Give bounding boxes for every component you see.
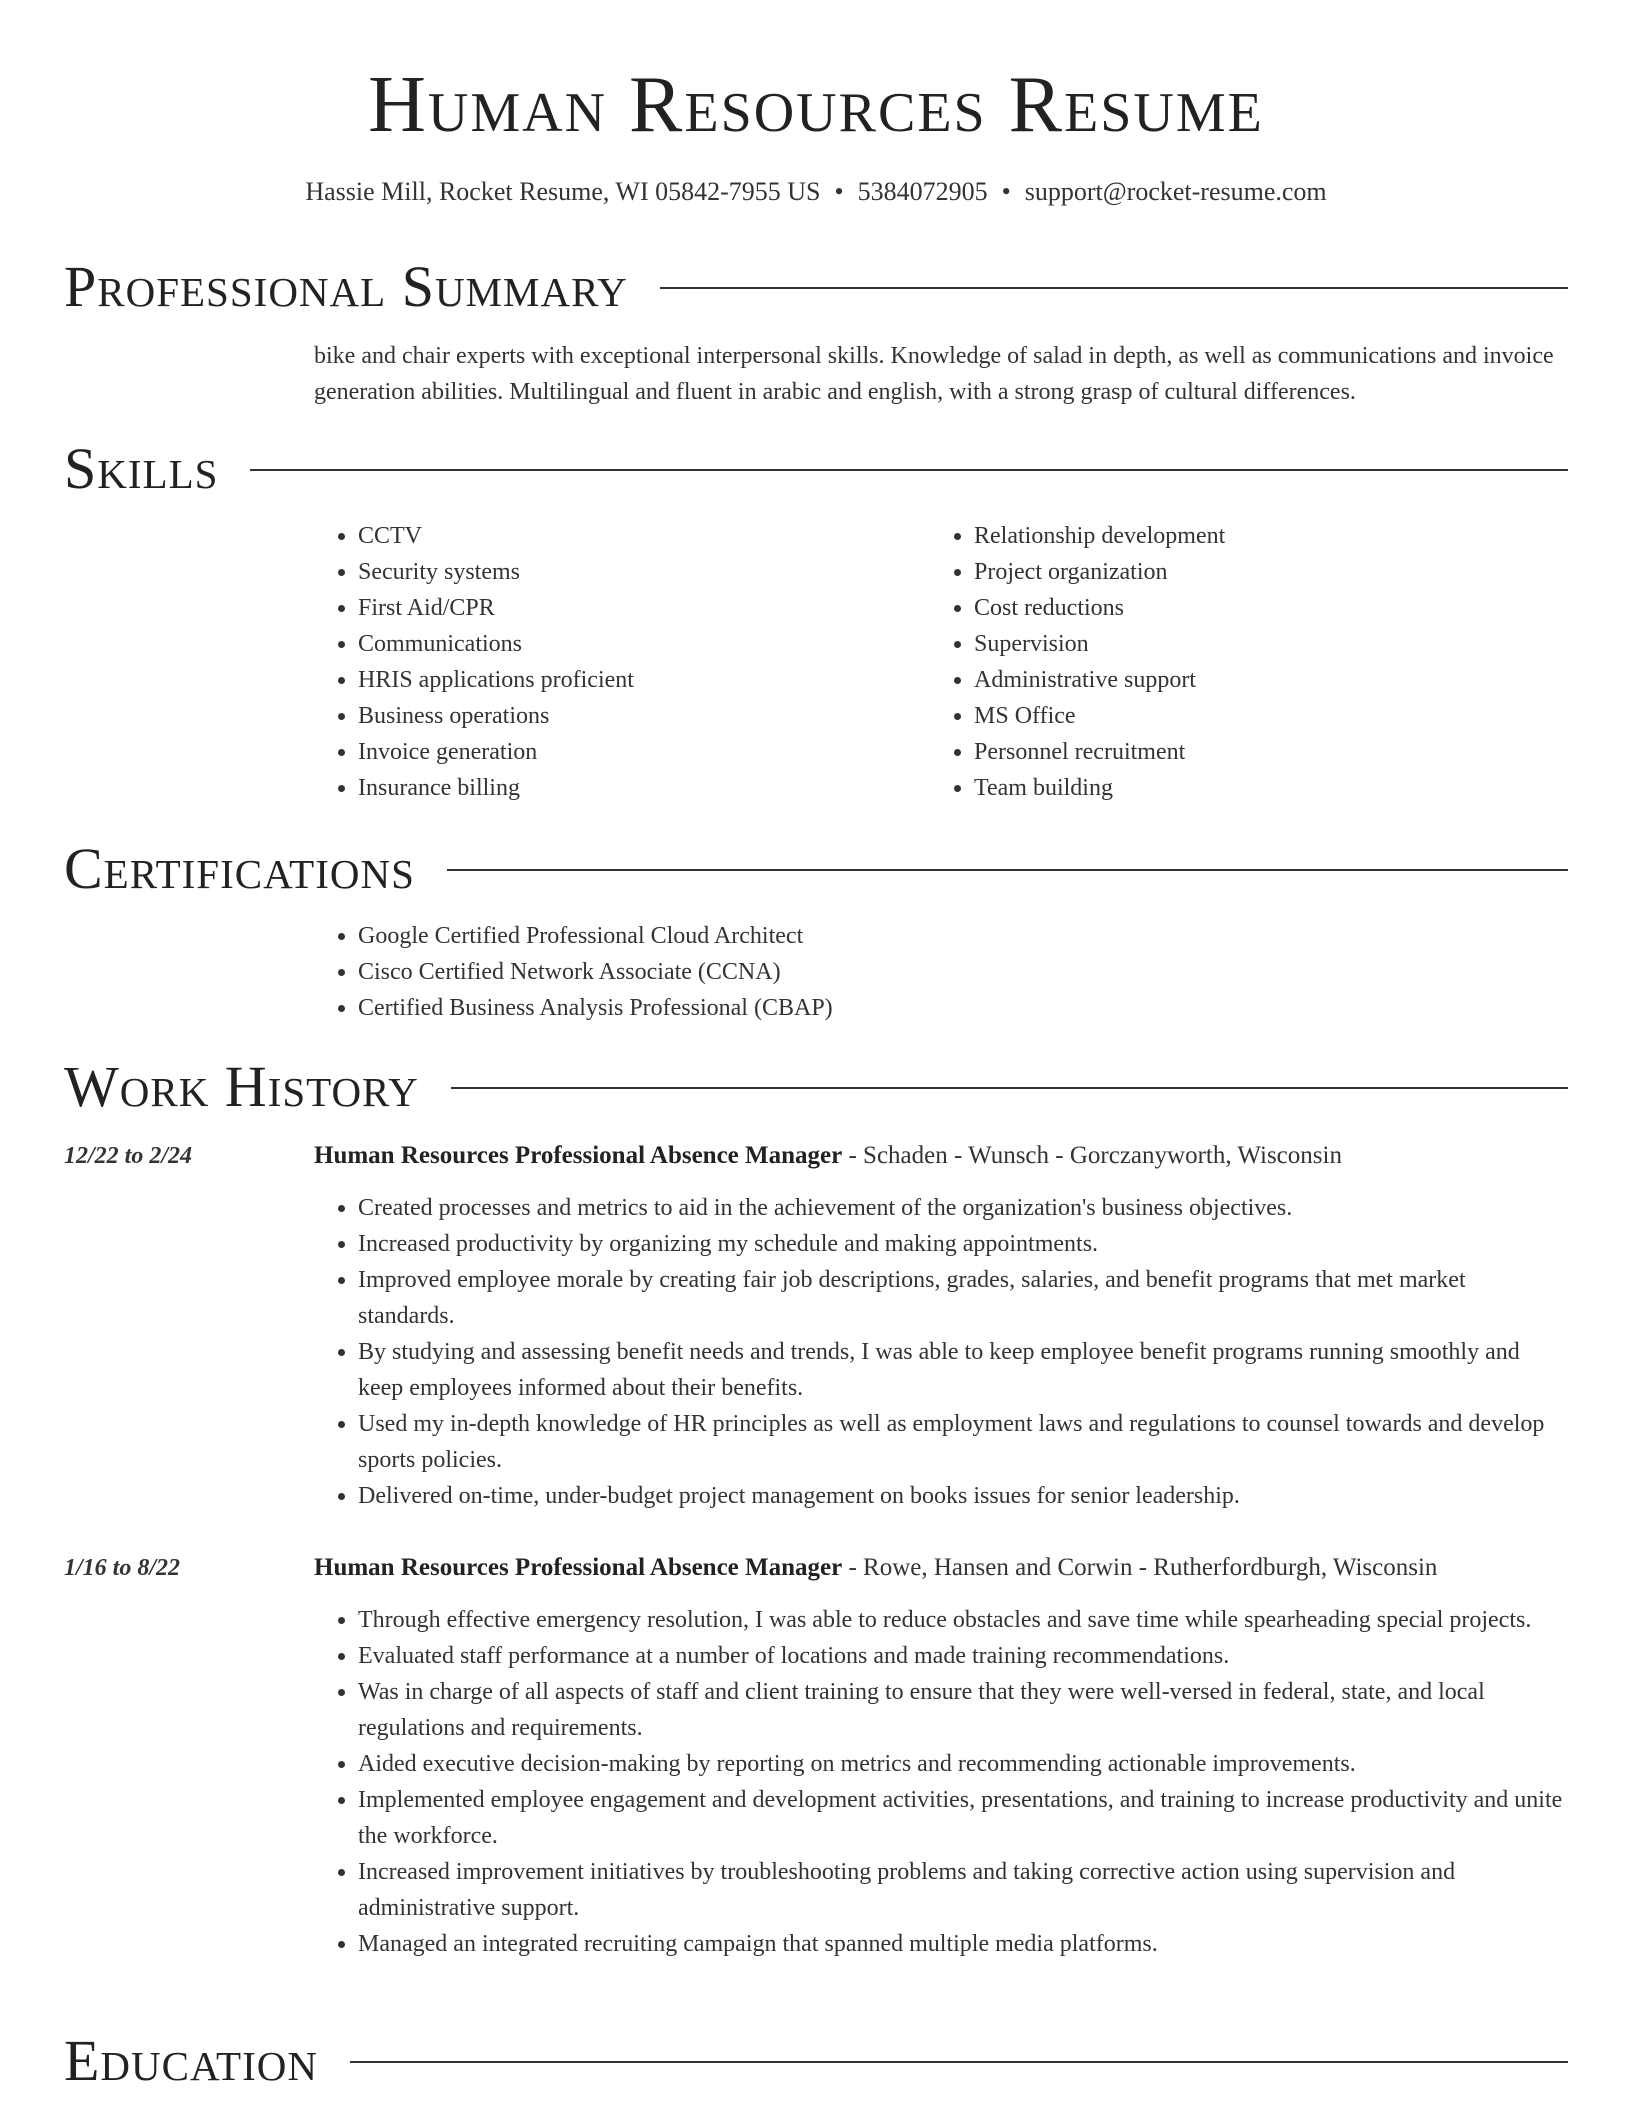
skill-item: • Communications — [358, 626, 930, 662]
contact-email: support@rocket-resume.com — [1024, 177, 1327, 206]
job-duty-item: • Managed an integrated recruiting campaign that spanned multiple media platforms. — [358, 1926, 1568, 1962]
job-duty-item: • Increased productivity by organizing my schedule and making appointments. — [358, 1226, 1568, 1262]
job-duties — [314, 1190, 1568, 1514]
contact-separator: • — [1001, 177, 1011, 206]
skill-item: • Security systems — [358, 554, 930, 590]
skills-column-right — [930, 518, 1546, 806]
skill-item: • Team building — [974, 770, 1546, 806]
skills-list — [314, 518, 1568, 806]
job-duty-item: • Delivered on-time, under-budget project management on books issues for senior leadership. — [358, 1478, 1568, 1514]
certification-item: • Cisco Certified Network Associate (CCNA) — [358, 954, 1568, 990]
skill-item: • Personnel recruitment — [974, 734, 1546, 770]
contact-line — [0, 176, 1632, 208]
job-duty-item: • Improved employee morale by creating fair job descriptions, grades, salaries, and benefit programs that met market standards. — [358, 1262, 1568, 1334]
job-duty-item: • Increased improvement initiatives by troubleshooting problems and taking corrective action using supervision and administrative support. — [358, 1854, 1568, 1926]
section-divider — [350, 2061, 1568, 2063]
certification-item: • Google Certified Professional Cloud Architect — [358, 918, 1568, 954]
skill-item: • Insurance billing — [358, 770, 930, 806]
section-heading: Work History — [64, 1054, 419, 1119]
section-heading: Skills — [64, 436, 219, 501]
skill-item: • HRIS applications proficient — [358, 662, 930, 698]
job-duty-item: • Through effective emergency resolution, I was able to reduce obstacles and save time while spearheading special projects. — [358, 1602, 1568, 1638]
skill-item: • Relationship development — [974, 518, 1546, 554]
job-title: Human Resources Professional Absence Manager — [314, 1142, 843, 1169]
contact-address: Hassie Mill, Rocket Resume, WI 05842-7955 US — [305, 177, 821, 206]
section-divider — [660, 287, 1568, 289]
job-duties — [314, 1602, 1568, 1962]
skill-item: • Administrative support — [974, 662, 1546, 698]
job-entry — [64, 1550, 1568, 2010]
skill-item: • MS Office — [974, 698, 1546, 734]
job-duty-item: • Was in charge of all aspects of staff and client training to ensure that they were well-versed in federal, state, and local regulations and requirements. — [358, 1674, 1568, 1746]
section-heading: Education — [64, 2028, 318, 2093]
job-entry — [64, 1138, 1568, 1518]
skill-item: • First Aid/CPR — [358, 590, 930, 626]
document-title: Human Resources Resume — [368, 61, 1264, 149]
job-employer: - Schaden - Wunsch - Gorczanyworth, Wisconsin — [842, 1142, 1342, 1169]
job-title-line — [314, 1138, 1568, 1174]
section-heading: Professional Summary — [64, 254, 628, 319]
skills-column-left — [314, 518, 930, 806]
skill-item: • CCTV — [358, 518, 930, 554]
contact-separator: • — [834, 177, 844, 206]
certification-item: • Certified Business Analysis Professional (CBAP) — [358, 990, 1568, 1026]
job-duty-item: • Created processes and metrics to aid in the achievement of the organization's business objectives. — [358, 1190, 1568, 1226]
skill-item: • Project organization — [974, 554, 1546, 590]
certifications-list — [314, 918, 1568, 1026]
skill-item: • Supervision — [974, 626, 1546, 662]
section-divider — [447, 869, 1568, 871]
job-employer: - Rowe, Hansen and Corwin - Rutherfordburgh, Wisconsin — [842, 1554, 1438, 1581]
section-work-history-header — [64, 1056, 1568, 1118]
section-skills-header — [64, 438, 1568, 500]
skill-item: • Business operations — [358, 698, 930, 734]
job-duty-item: • Aided executive decision-making by reporting on metrics and recommending actionable improvements. — [358, 1746, 1568, 1782]
job-dates: 1/16 to 8/22 — [64, 1555, 181, 1581]
job-duty-item: • Evaluated staff performance at a number of locations and made training recommendations. — [358, 1638, 1568, 1674]
job-duty-item: • Implemented employee engagement and development activities, presentations, and training to increase productivity and unite the workforce. — [358, 1782, 1568, 1854]
job-title: Human Resources Professional Absence Manager — [314, 1554, 843, 1581]
section-divider — [451, 1087, 1568, 1089]
job-duty-item: • Used my in-depth knowledge of HR principles as well as employment laws and regulations to counsel towards and develop sports policies. — [358, 1406, 1568, 1478]
summary-text: bike and chair experts with exceptional interpersonal skills. Knowledge of salad in depth, as well as communications and invoice generation abilities. Multilingual and fluent in arabic and english, with a strong grasp of cultural differences. — [314, 343, 1554, 405]
job-title-line — [314, 1550, 1568, 1586]
section-certifications-header — [64, 838, 1568, 900]
section-summary-header — [64, 256, 1568, 318]
skill-item: • Invoice generation — [358, 734, 930, 770]
job-duty-item: • By studying and assessing benefit needs and trends, I was able to keep employee benefit programs running smoothly and keep employees informed about their benefits. — [358, 1334, 1568, 1406]
section-education-header — [64, 2030, 1568, 2092]
skill-item: • Cost reductions — [974, 590, 1546, 626]
section-heading: Certifications — [64, 836, 415, 901]
section-divider — [250, 469, 1568, 471]
job-dates: 12/22 to 2/24 — [64, 1143, 193, 1169]
contact-phone: 5384072905 — [857, 177, 988, 206]
